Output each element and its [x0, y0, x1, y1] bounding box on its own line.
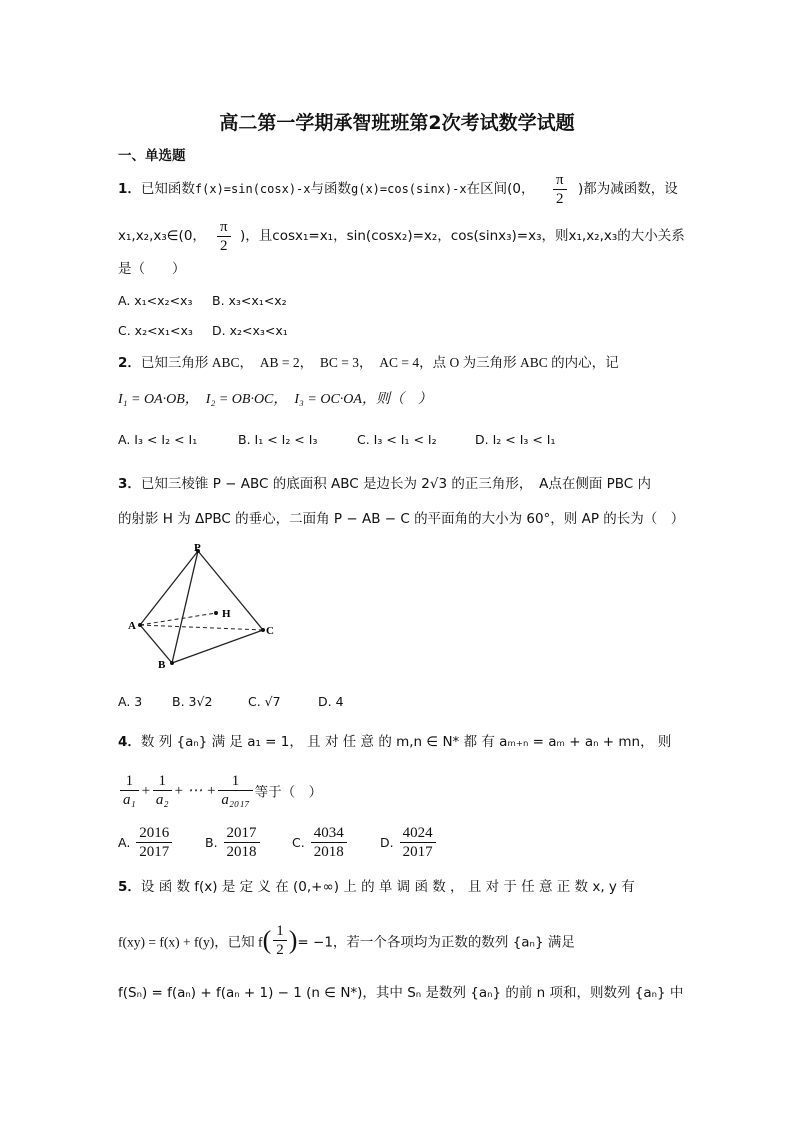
q5-line1: 设 函 数 f(x) 是 定 义 在 (0,+∞) 上 的 单 调 函 数 ， 且 对 于 任 意 正 数 x, y 有 [140, 879, 635, 895]
vertex-b-label: B [158, 659, 166, 670]
q2-line1: 已知三角形 ABC， AB = 2， BC = 3， AC = 4，点 O 为三角形 ABC 的内心，记 [140, 355, 619, 370]
q3-option-c: C. √7 [248, 694, 281, 709]
question-number: 4． [118, 734, 141, 750]
q2-line2: I₁ = OA·OB， I₂ = OB·OC， I₃ = OC·OA，则（ ） [118, 392, 432, 407]
q1-gx: g(x)=cos(sinx)-x [351, 182, 467, 196]
q1-option-d: D. x₂<x₃<x₁ [212, 323, 288, 338]
q1-option-b: B. x₃<x₁<x₂ [212, 293, 287, 308]
question-number: 2． [118, 355, 141, 371]
q4-option-a: A. $\frac{2016}{2017}$ [118, 824, 174, 861]
vertex-a-label: A [128, 620, 136, 632]
q1-option-a: A. x₁<x₂<x₃ [118, 293, 193, 308]
question-number: 3． [118, 476, 141, 492]
q4-sum-expression: $\frac{1}{\text{a₁}}$ + $\frac{1}{\text{a₂}}$ + ⋯ + $\frac{1}{\text{a₂₀₁₇}}$ 等于（ ） [118, 772, 322, 809]
tetrahedron-figure [118, 538, 288, 670]
q3-option-d: D. 4 [318, 694, 344, 709]
question-number: 5． [118, 879, 141, 895]
q3-option-a: A. 3 [118, 694, 143, 709]
q1-text-e: 在区间(0， [466, 181, 535, 197]
q1-line2a: x₁,x₂,x₃∈(0， [118, 228, 206, 244]
q4-option-d: D. $\frac{4024}{2017}$ [380, 824, 438, 861]
q4-option-b: B. $\frac{2017}{2018}$ [205, 824, 262, 861]
q1-option-c: C. x₂<x₁<x₃ [118, 323, 193, 338]
q2-option-c: C. I₃ < I₁ < I₂ [357, 432, 437, 447]
q4-option-c: C. $\frac{4034}{2018}$ [292, 824, 349, 861]
q1-pi-over-2: $\frac{\pi}{2}$ [553, 171, 567, 208]
vertex-c-label: C [266, 625, 274, 637]
q1-text-a: 已知函数 [140, 181, 195, 197]
vertex-p-label: P [194, 542, 201, 554]
q1-line3: 是（ ） [118, 261, 186, 277]
q1-text-c: 与函数 [310, 181, 351, 197]
q1-line2b: )，且cosx₁=x₁，sin(cosx₂)=x₂，cos(sinx₃)=x₃，则x₁,x₂,x₃的大小关系 [240, 228, 685, 244]
page-title: 高二第一学期承智班班第2次考试数学试题 [219, 112, 575, 134]
section-heading: 一、单选题 [118, 148, 186, 164]
q2-option-b: B. I₁ < I₂ < I₃ [238, 432, 318, 447]
q3-line2: 的射影 H 为 ΔPBC 的垂心，二面角 P − AB − C 的平面角的大小为 60°，则 AP 的长为（ ） [118, 511, 685, 527]
q1-text-f: )都为减函数，设 [578, 181, 678, 197]
q1-pi-over-2b: $\frac{\pi}{2}$ [217, 218, 231, 255]
q3-line1: 已知三棱锥 P − ABC 的底面积 ABC 是边长为 2√3 的正三角形， A点在侧面 PBC 内 [140, 476, 651, 492]
question-number: 1． [118, 181, 141, 197]
q1-fx: f(x)=sin(cosx)-x [194, 182, 311, 196]
q5-line3: f(Sₙ) = f(aₙ) + f(aₙ + 1) − 1 (n ∈ N*)，其中 Sₙ 是数列 {aₙ} 的前 n 项和，则数列 {aₙ} 中 [118, 985, 684, 1001]
q4-line1: 数 列 {aₙ} 满 足 a₁ = 1， 且 对 任 意 的 m,n ∈ N* 都 有 aₘ₊ₙ = aₘ + aₙ + mn， 则 [140, 734, 672, 750]
q3-option-b: B. 3√2 [172, 694, 213, 709]
q2-option-d: D. I₂ < I₃ < I₁ [475, 432, 556, 447]
q2-option-a: A. I₃ < I₂ < I₁ [118, 432, 198, 447]
q5-line2: f(xy) = f(x) + f(y)，已知 f( $\frac{1}{2}$ )= −1，若一个各项均为正数的数列 {aₙ} 满足 [118, 923, 575, 958]
point-h-label: H [222, 608, 231, 620]
